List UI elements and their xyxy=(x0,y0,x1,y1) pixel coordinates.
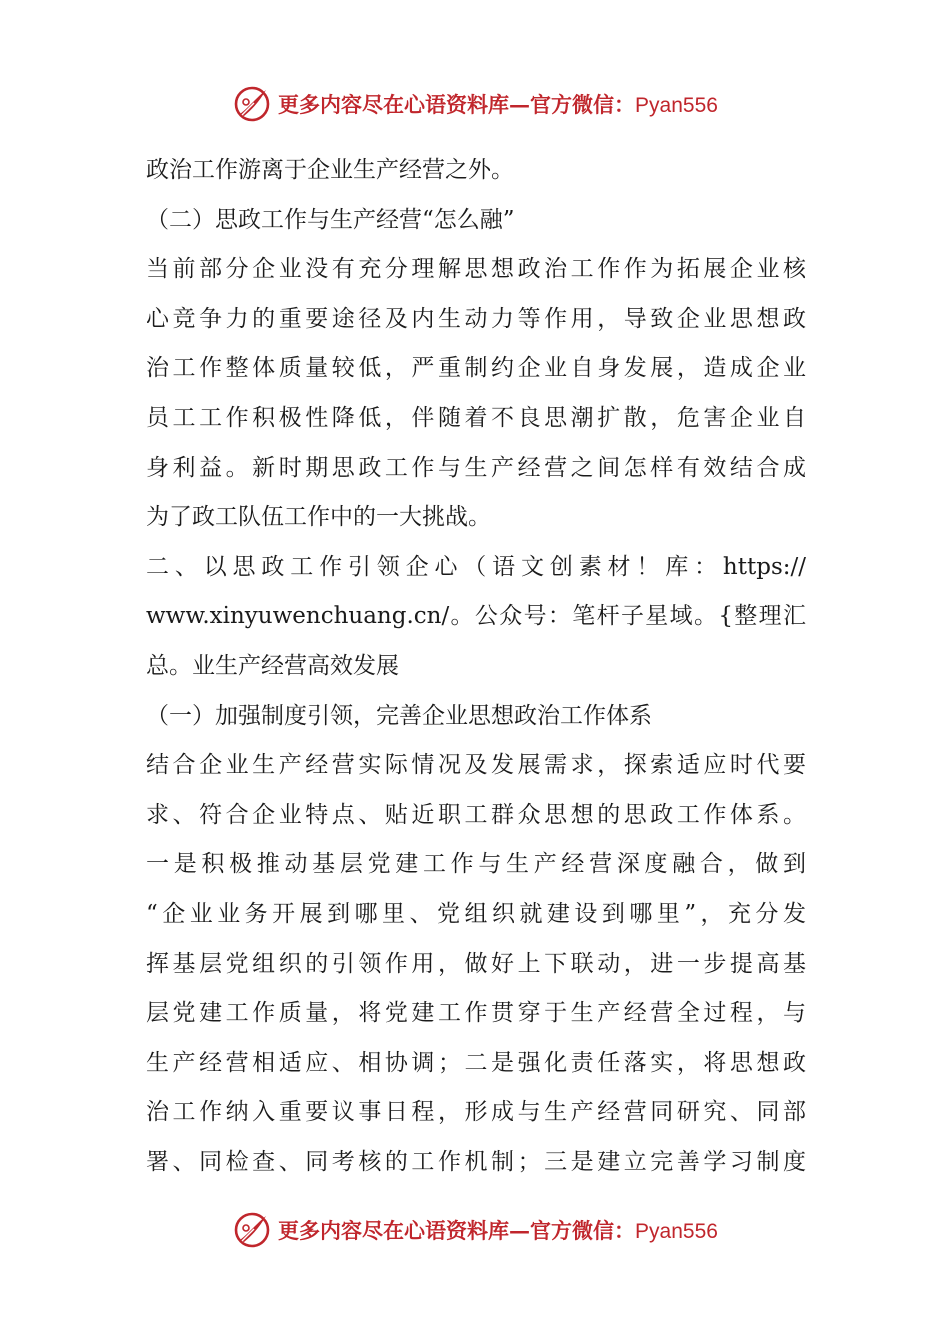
text-line: 署、同检查、同考核的工作机制；三是建立完善学习制度 xyxy=(146,1148,806,1175)
text-line: 心竞争力的重要途径及内生动力等作用，导致企业思想政 xyxy=(146,305,806,332)
text-line: www.xinyuwenchuang.cn/。公众号：笔杆子星域。{整理汇 xyxy=(146,603,806,630)
quill-logo-icon xyxy=(232,1210,272,1250)
text-line: 生产经营相适应、相协调；二是强化责任落实，将思想政 xyxy=(146,1049,806,1076)
text-line: 为了政工队伍工作中的一大挑战。 xyxy=(146,504,491,531)
text-line: 治工作纳入重要议事日程，形成与生产经营同研究、同部 xyxy=(146,1099,806,1126)
text-line: “企业业务开展到哪里、党组织就建设到哪里”，充分发 xyxy=(146,900,806,927)
text-line: （二）思政工作与生产经营“怎么融” xyxy=(146,206,515,233)
text-line: 二、以思政工作引领企心（语文创素材！库：https:// xyxy=(146,553,806,580)
watermark-text: 更多内容尽在心语资料库—官方微信：Pyan556 xyxy=(278,92,718,117)
watermark-text: 更多内容尽在心语资料库—官方微信：Pyan556 xyxy=(278,1218,718,1243)
text-line: 政治工作游离于企业生产经营之外。 xyxy=(146,157,514,183)
text-line: 治工作整体质量较低，严重制约企业自身发展，造成企业 xyxy=(146,355,806,382)
text-line: 求、符合企业特点、贴近职工群众思想的思政工作体系。 xyxy=(146,801,806,828)
text-line: 层党建工作质量，将党建工作贯穿于生产经营全过程，与 xyxy=(146,1000,806,1027)
document-body xyxy=(146,146,806,1187)
text-line: 结合企业生产经营实际情况及发展需求，探索适应时代要 xyxy=(146,752,806,779)
text-line: 一是积极推动基层党建工作与生产经营深度融合，做到 xyxy=(146,851,806,878)
text-line: 员工工作积极性降低，伴随着不良思潮扩散，危害企业自 xyxy=(146,404,806,431)
text-line: 当前部分企业没有充分理解思想政治工作作为拓展企业核 xyxy=(146,256,806,283)
text-line: 总。业生产经营高效发展 xyxy=(146,652,399,679)
text-line: 身利益。新时期思政工作与生产经营之间怎样有效结合成 xyxy=(146,454,806,481)
text-line: 挥基层党组织的引领作用，做好上下联动，进一步提高基 xyxy=(146,950,806,977)
text-line: （一）加强制度引领，完善企业思想政治工作体系 xyxy=(146,702,652,729)
header-watermark xyxy=(0,82,950,126)
quill-logo-icon xyxy=(232,84,272,124)
footer-watermark xyxy=(0,1208,950,1252)
